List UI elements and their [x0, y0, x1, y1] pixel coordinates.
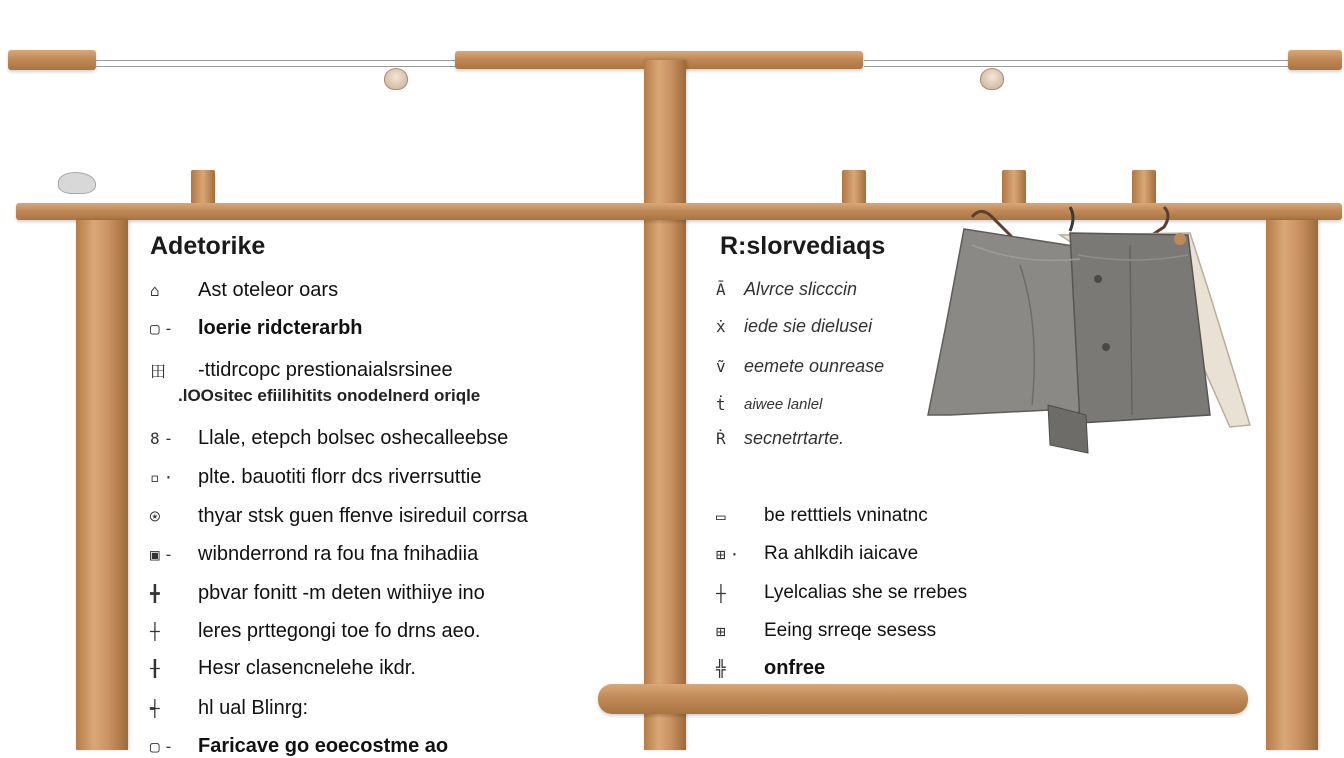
list-item[interactable]: [150, 620, 480, 643]
top-rail-right-stub: [1288, 50, 1342, 70]
list-item-text: Lyelcalias she se rrebes: [764, 582, 968, 603]
peg-icon: [842, 170, 866, 204]
list-item[interactable]: [716, 582, 967, 604]
list-item-text: onfree: [764, 657, 826, 679]
cross-icon: ┼: [150, 622, 160, 641]
clothespin-icon[interactable]: [384, 68, 408, 90]
list-item-text: plte. bauotiti florr dcs riverrsuttie: [198, 466, 482, 488]
right-post: [1266, 220, 1318, 750]
center-post: [644, 60, 686, 750]
peg-icon: [1002, 170, 1026, 204]
list-item-text: Alvrce slicccin: [744, 279, 858, 299]
box-icon: ▫ ·: [150, 468, 174, 487]
grid-icon: 田: [150, 362, 167, 381]
list-item-text: Hesr clasencnelehe ikdr.: [198, 657, 416, 679]
hook-icon: 8 -: [150, 429, 174, 448]
right-panel-title: R:slorvediaqs: [720, 232, 886, 260]
list-item-text: eemete ounrease: [744, 356, 885, 376]
list-item[interactable]: [716, 428, 844, 449]
list-item[interactable]: [150, 427, 508, 450]
list-item[interactable]: [150, 543, 478, 566]
list-item[interactable]: [150, 735, 448, 758]
list-item-text: iede sie dielusei: [744, 316, 873, 336]
box-icon: ▭: [716, 506, 726, 526]
x-icon: ẋ: [716, 317, 726, 336]
list-item[interactable]: [716, 279, 857, 300]
list-item[interactable]: [716, 356, 884, 377]
list-item[interactable]: [716, 543, 918, 565]
list-item-text: Ra ahlkdih iaicave: [764, 543, 919, 564]
list-item-text: Faricave go eoecostme ao: [198, 735, 449, 757]
left-panel-title: Adetorike: [150, 232, 266, 260]
list-item[interactable]: [150, 466, 481, 489]
hanger-clip-icon: [1174, 233, 1186, 245]
cross-icon: ┽: [150, 699, 160, 718]
top-wire-right-2: [864, 66, 1290, 67]
list-item[interactable]: [150, 279, 338, 302]
list-item-continuation: [178, 386, 480, 406]
list-item-text: pbvar fonitt -m deten withiiye ino: [198, 582, 485, 604]
list-item-text: hl ual Blinrg:: [198, 697, 309, 719]
top-wire-left-2: [96, 66, 456, 67]
cross-icon: ╋: [150, 584, 160, 603]
hanger-icon: [1070, 207, 1073, 231]
clothespin-icon[interactable]: [980, 68, 1004, 90]
list-item-text: -ttidrcopc prestionaialsrsinee: [198, 359, 453, 381]
button-icon: [1094, 275, 1102, 283]
peg-icon: [1132, 170, 1156, 204]
list-item-text: be retttiels vninatnc: [764, 505, 928, 526]
lower-rod: [598, 684, 1248, 714]
list-item-text: .lOOsitec efiilihitits onodelnerd oriqle: [178, 386, 481, 405]
box-icon: ▣ -: [150, 545, 174, 564]
list-item[interactable]: [150, 582, 485, 605]
list-item[interactable]: [150, 505, 528, 528]
top-wire-left: [96, 60, 456, 61]
list-item[interactable]: [150, 657, 416, 680]
list-item[interactable]: [716, 505, 928, 527]
skirt-right: [1070, 233, 1210, 423]
peg-icon: [191, 170, 215, 204]
list-item-text: Eeing srreqe sesess: [764, 620, 937, 641]
a-icon: Ā: [716, 280, 726, 299]
list-item-text: loerie ridcterarbh: [198, 317, 363, 339]
skirt-left: [928, 229, 1086, 420]
list-item-text: wibnderrond ra fou fna fnihadiia: [198, 543, 479, 565]
clip-icon: ⌂: [150, 281, 160, 300]
list-item[interactable]: [150, 317, 363, 340]
list-item[interactable]: [150, 359, 453, 382]
hanging-skirts-illustration[interactable]: [920, 205, 1260, 465]
grid-icon: ⊞ ·: [716, 544, 740, 564]
list-item-text: thyar stsk guen ffenve isireduil corrsa: [198, 505, 528, 527]
top-rail-left-stub: [8, 50, 96, 70]
list-item[interactable]: [150, 697, 308, 720]
cross-icon: ┼: [716, 583, 726, 603]
cross-icon: ╬: [716, 659, 726, 678]
list-item[interactable]: [716, 316, 872, 337]
grid-icon: ⊞: [716, 621, 726, 641]
list-item-text: leres prttegongi toe fo drns aeo.: [198, 620, 481, 642]
cross-icon: ╂: [150, 659, 160, 678]
bird-icon: [58, 172, 96, 194]
tag-icon: ⍟: [150, 507, 160, 526]
list-item-text: Llale, etepch bolsec oshecalleebse: [198, 427, 509, 449]
list-item[interactable]: [716, 395, 822, 414]
button-icon: [1102, 343, 1110, 351]
v-icon: ṽ: [716, 357, 726, 376]
plus-icon: ṫ: [716, 395, 726, 414]
list-item-text: Ast oteleor oars: [198, 279, 339, 301]
list-item[interactable]: [716, 657, 825, 680]
list-item[interactable]: [716, 620, 936, 642]
top-wire-right: [864, 60, 1290, 61]
box-icon: ▢ -: [150, 737, 174, 756]
list-item-text: aiwee lanlel: [744, 396, 823, 413]
left-post: [76, 220, 128, 750]
list-item-text: secnetrtarte.: [744, 428, 845, 448]
box-icon: ▢ -: [150, 319, 174, 338]
r-icon: Ṙ: [716, 429, 726, 448]
